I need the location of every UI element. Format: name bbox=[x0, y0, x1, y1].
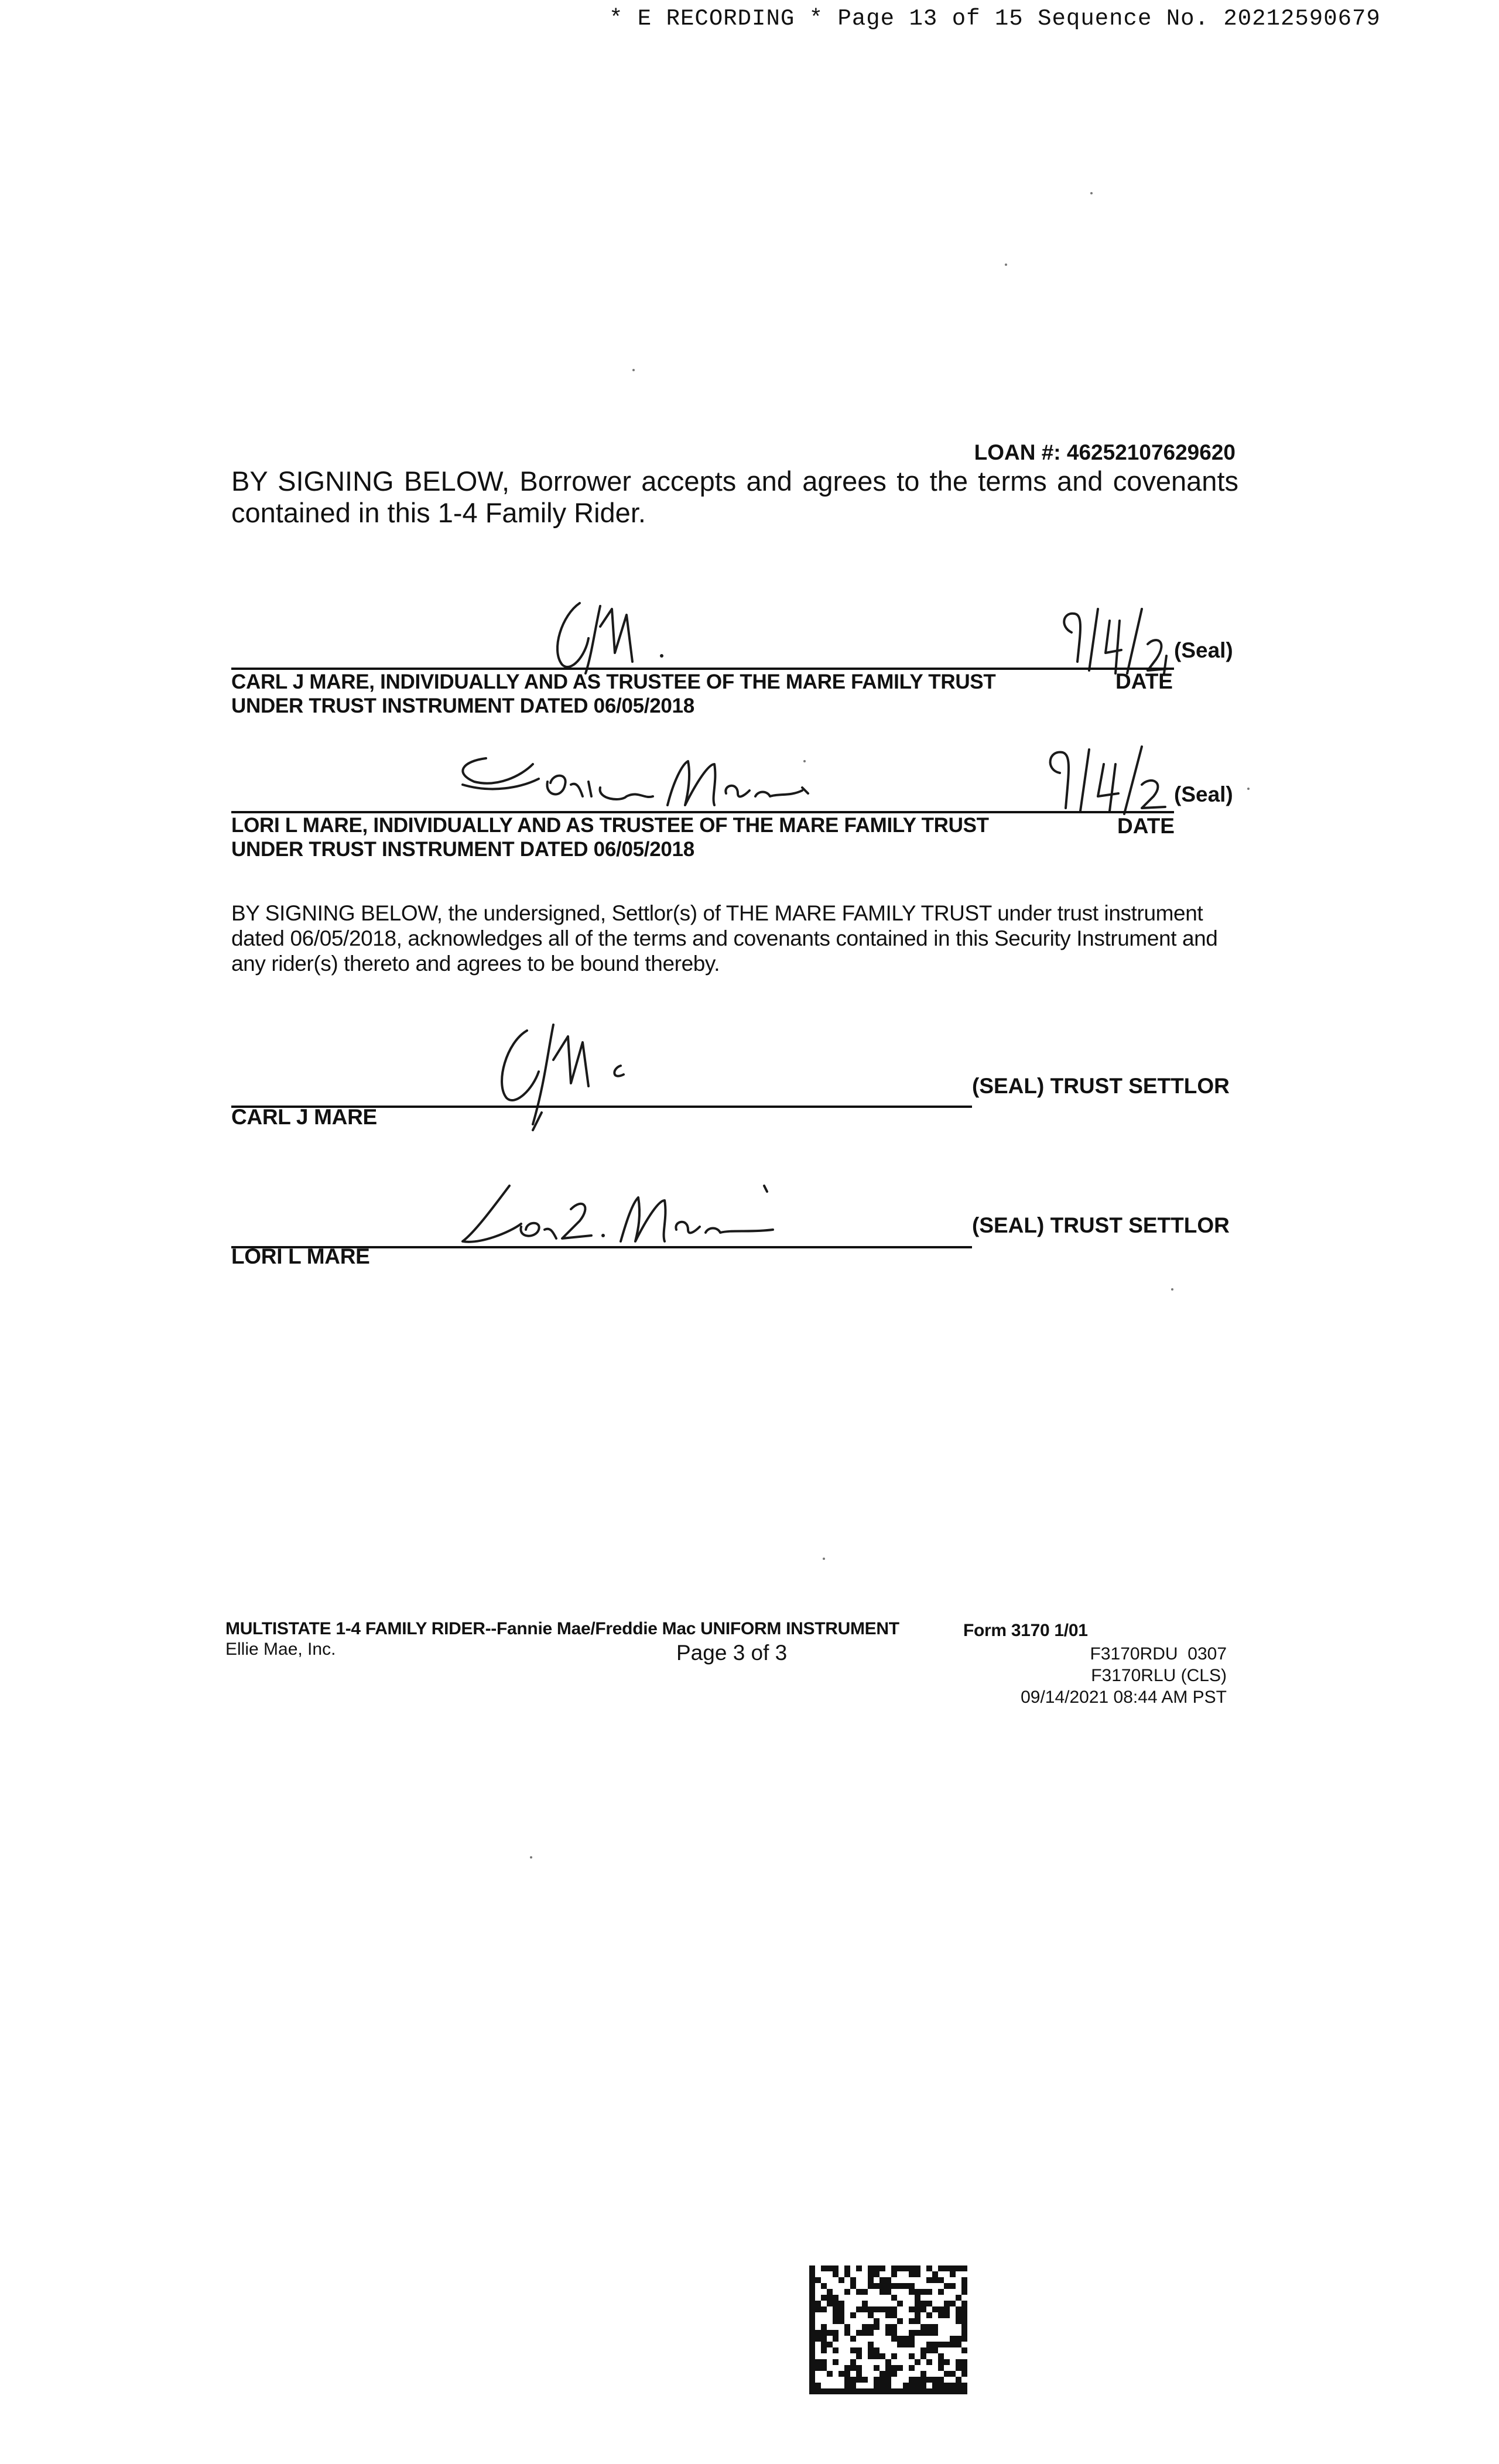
barcode-2d bbox=[809, 2265, 967, 2395]
settlor-2-role: (SEAL) TRUST SETTLOR bbox=[972, 1213, 1230, 1237]
date-label-1: DATE bbox=[1115, 669, 1173, 693]
settlor-signature-lori-image bbox=[457, 1174, 808, 1256]
company-name: Ellie Mae, Inc. bbox=[225, 1640, 336, 1659]
borrower-2-name-line2: UNDER TRUST INSTRUMENT DATED 06/05/2018 bbox=[231, 838, 694, 861]
form-number: Form 3170 1/01 bbox=[963, 1621, 1088, 1640]
borrower-1-name-line1: CARL J MARE, INDIVIDUALLY AND AS TRUSTEE OF THE MARE FAMILY TRUST bbox=[231, 670, 996, 693]
settlor-signature-carl-image bbox=[492, 1013, 668, 1130]
form-title: MULTISTATE 1-4 FAMILY RIDER--Fannie Mae/Freddie Mac UNIFORM INSTRUMENT bbox=[225, 1619, 899, 1638]
footer-timestamp: 09/14/2021 08:44 AM PST bbox=[1021, 1688, 1227, 1707]
seal-label-1: (Seal) bbox=[1174, 638, 1233, 662]
scan-speck bbox=[1247, 788, 1250, 790]
scan-speck bbox=[803, 760, 806, 762]
scan-speck bbox=[632, 369, 635, 371]
scan-speck bbox=[1090, 192, 1093, 194]
scan-speck bbox=[1171, 1288, 1173, 1291]
settlor-1-name: CARL J MARE bbox=[231, 1105, 377, 1129]
loan-number: LOAN #: 46252107629620 bbox=[974, 440, 1236, 464]
scan-speck bbox=[1005, 263, 1007, 266]
form-code-2: F3170RLU (CLS) bbox=[1091, 1666, 1227, 1685]
handwritten-date-2-image bbox=[1031, 738, 1171, 820]
form-code-1: F3170RDU 0307 bbox=[1090, 1644, 1227, 1664]
intro-paragraph: BY SIGNING BELOW, Borrower accepts and agrees to the terms and covenants contained in this 1-4 Family Rider. bbox=[231, 466, 1238, 528]
settlor-paragraph: BY SIGNING BELOW, the undersigned, Settlor(s) of THE MARE FAMILY TRUST under trust instrument dated 06/05/2018, acknowledges all of the terms and covenants contained in this Security Instrument and any rider(s) thereto and agrees to be bound thereby. bbox=[231, 901, 1218, 976]
signature-lori-image bbox=[451, 741, 826, 817]
date-label-2: DATE bbox=[1117, 814, 1175, 838]
recording-header: * E RECORDING * Page 13 of 15 Sequence No. 20212590679 bbox=[609, 6, 1381, 32]
scan-speck bbox=[823, 1558, 825, 1560]
signature-line-1 bbox=[231, 668, 1174, 670]
borrower-1-name-line2: UNDER TRUST INSTRUMENT DATED 06/05/2018 bbox=[231, 694, 694, 717]
handwritten-date-1-image bbox=[1054, 597, 1171, 679]
borrower-2-name-line1: LORI L MARE, INDIVIDUALLY AND AS TRUSTEE OF THE MARE FAMILY TRUST bbox=[231, 814, 989, 837]
seal-label-2: (Seal) bbox=[1174, 782, 1233, 806]
scan-speck bbox=[530, 1856, 532, 1859]
settlor-1-role: (SEAL) TRUST SETTLOR bbox=[972, 1074, 1230, 1098]
signature-line-2 bbox=[231, 811, 1174, 813]
page-number: Page 3 of 3 bbox=[676, 1641, 788, 1665]
settlor-2-name: LORI L MARE bbox=[231, 1244, 370, 1268]
signature-carl-image bbox=[545, 591, 673, 679]
